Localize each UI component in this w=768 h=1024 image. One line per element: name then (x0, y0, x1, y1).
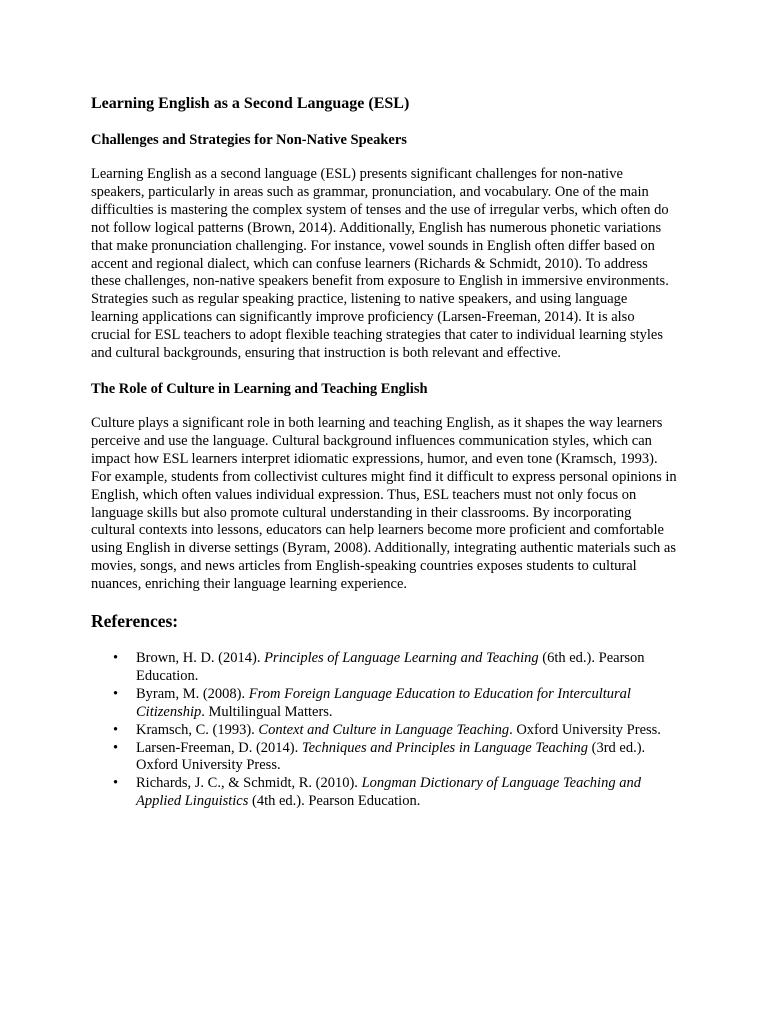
reference-title: Context and Culture in Language Teaching (258, 721, 510, 738)
section-heading-culture: The Role of Culture in Learning and Teaching English (91, 380, 428, 397)
document-page (91, 94, 677, 811)
bullet-icon: • (113, 775, 119, 792)
reference-publisher: (6th ed.). Pearson Education. (136, 650, 645, 684)
section-paragraph-challenges: Learning English as a second language (ESL) presents significant challenges for non-native speakers, particularly in areas such as grammar, pronunciation, and vocabulary. One of the main difficulties is mastering the complex system of tenses and the use of irregular verbs, which often do not follow logical patterns (Brown, 2014). Additionally, English has numerous phonetic variations that make pronunciation challenging. For instance, vowel sounds in English often differ based on accent and regional dialect, which can confuse learners (Richards & Schmidt, 2010). To address these challenges, non-native speakers benefit from exposure to English in immersive environments. Strategies such as regular speaking practice, listening to native speakers, and using language learning applications can significantly improve proficiency (Larsen-Freeman, 2014). It is also crucial for ESL teachers to adopt flexible teaching strategies that cater to individual learning styles and cultural backgrounds, ensuring that instruction is both relevant and effective. (91, 166, 669, 362)
bullet-icon: • (113, 685, 119, 702)
section-paragraph-culture: Culture plays a significant role in both learning and teaching English, as it shapes the way learners perceive and use the language. Cultural background influences communication styles, which can impact how ESL learners interpret idiomatic expressions, humor, and even tone (Kramsch, 1993). For example, students from collectivist cultures might find it difficult to express personal opinions in English, which often values individual expression. Thus, ESL teachers must not only focus on language skills but also promote cultural understanding in their classrooms. By incorporating cultural contexts into lessons, educators can help learners become more proficient and comfortable using English in diverse settings (Byram, 2008). Additionally, integrating authentic materials such as movies, songs, and news articles from English-speaking countries exposes students to cultural nuances, enriching their language learning experience. (91, 414, 677, 593)
bullet-icon: • (113, 650, 119, 667)
section-heading-challenges: Challenges and Strategies for Non-Native Speakers (91, 132, 407, 148)
references-heading: References: (91, 611, 179, 632)
reference-item (91, 740, 677, 776)
reference-item (91, 775, 677, 811)
reference-item (91, 722, 677, 740)
bullet-icon: • (113, 721, 119, 738)
reference-author-year: Byram, M. (2008). (136, 685, 249, 702)
references-list (91, 650, 677, 811)
document-title: Learning English as a Second Language (ESL) (91, 95, 410, 112)
reference-publisher: . Multilingual Matters. (201, 703, 333, 720)
reference-publisher: . Oxford University Press. (509, 721, 661, 738)
reference-author-year: Larsen-Freeman, D. (2014). (136, 739, 302, 756)
reference-publisher: (4th ed.). Pearson Education. (248, 793, 421, 810)
reference-author-year: Kramsch, C. (1993). (136, 721, 259, 738)
reference-title: Principles of Language Learning and Teaching (264, 650, 539, 667)
reference-item (91, 650, 677, 686)
reference-publisher: (3rd ed.). Oxford University Press. (136, 739, 646, 774)
reference-title: From Foreign Language Education to Education for Intercultural Citizenship (136, 685, 631, 720)
reference-author-year: Richards, J. C., & Schmidt, R. (2010). (136, 775, 362, 792)
reference-title: Techniques and Principles in Language Teaching (301, 739, 588, 756)
reference-title: Longman Dictionary of Language Teaching and Applied Linguistics (136, 775, 641, 810)
reference-item (91, 686, 677, 722)
reference-author-year: Brown, H. D. (2014). (136, 650, 265, 667)
bullet-icon: • (113, 739, 119, 756)
